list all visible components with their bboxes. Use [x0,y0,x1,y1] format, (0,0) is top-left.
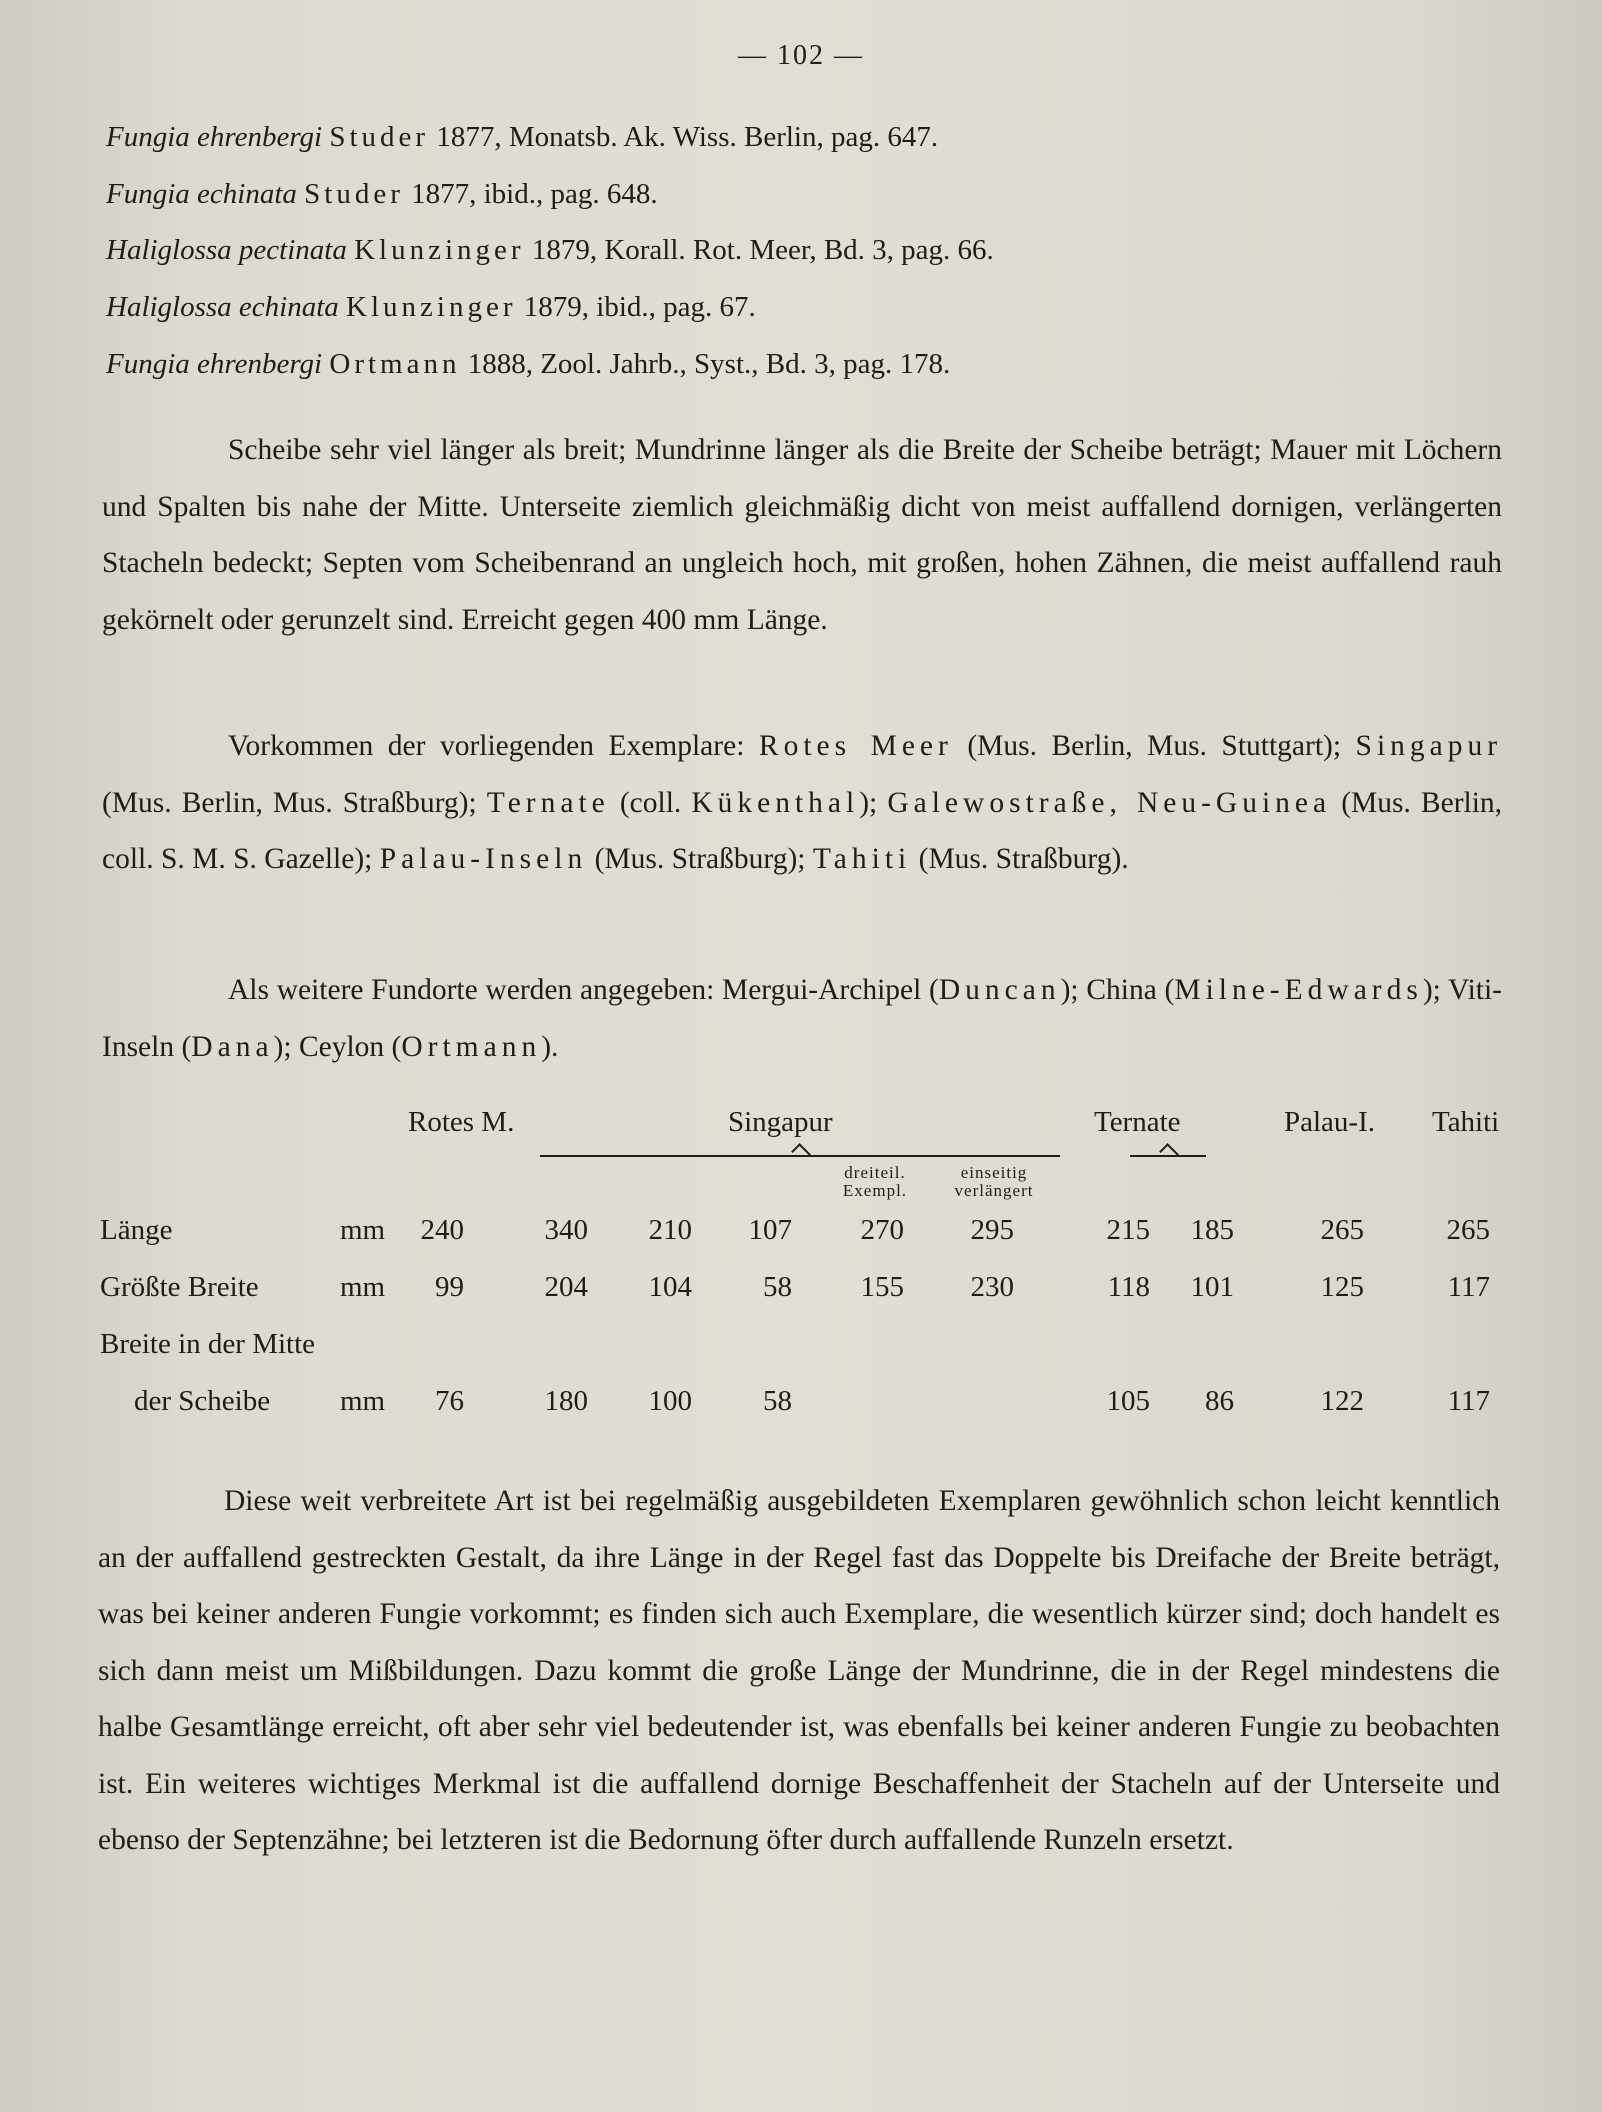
species-name: Fungia ehrenbergi [106,121,323,153]
citation: 1879, Korall. Rot. Meer, Bd. 3, pag. 66. [531,234,994,266]
value-cell: 105 [1106,1385,1150,1417]
value-cell: 180 [544,1385,588,1417]
synonym-line [106,121,938,154]
unit: mm [340,1385,386,1417]
locality-name: Rotes Meer [758,730,953,762]
row-label: der Scheibe [134,1385,271,1417]
citation: 1877, ibid., pag. 648. [411,178,658,210]
author-name: Milne-Edwards [1174,974,1423,1006]
localities-text: ); Ceylon ( [273,1030,402,1063]
author-name: Duncan [938,974,1061,1006]
citation: 1879, ibid., pag. 67. [523,291,756,323]
ternate-brace [1130,1155,1206,1169]
author-name: Klunzinger [346,291,517,323]
unit: mm [340,1214,386,1246]
column-group-header: Ternate [1094,1106,1181,1138]
localities-text: ); Viti-Inseln ( [102,974,1502,1063]
column-group-header: Rotes M. [408,1106,515,1138]
localities-text: ); China ( [1060,974,1175,1006]
value-cell: 265 [1320,1214,1364,1246]
discussion-text: Diese weit verbreitete Art ist bei regelmäßig ausgebildeten Exemplaren gewöhnlich schon leicht kenntlich an der auffallend gestreckten Gestalt, da ihre Länge in der Regel fast das Doppelte bis Dreifache der Breite beträgt, was bei keiner anderen Fungie vorkommt; es finden sich auch Exemplare, die wesentlich kürzer sind; doch handelt es sich dann meist um Mißbildungen. Dazu kommt die große Länge der Mundrinne, die in der Regel mindestens die halbe Gesamtlänge erreicht, oft aber sehr viel bedeutender ist, was ebenfalls bei keiner anderen Fungie zu beobachten ist. Ein weiteres wichtiges Merkmal ist die auffallend dornige Beschaffenheit der Stacheln auf der Unterseite und ebenso der Septenzähne; bei letzteren ist die Bedornung öfter durch auffallende Runzeln ersetzt. [98,1485,1500,1856]
locality-name: Palau-Inseln [379,843,588,875]
value-cell: 295 [970,1214,1014,1246]
locality-name: Ternate [486,786,610,819]
collection-text: (Mus. Berlin, Mus. Straßburg); [102,786,477,819]
value-cell: 99 [435,1271,464,1303]
species-name: Haliglossa echinata [106,291,339,323]
value-cell: 118 [1107,1271,1150,1303]
page-number: — 102 — [738,40,864,71]
synonym-line [106,178,658,211]
row-label: Länge [100,1214,173,1246]
collector-name: Kükenthal [691,786,860,819]
value-cell: 76 [435,1385,464,1417]
subheader-cell: dreiteil. Exempl. [842,1163,908,1200]
locality-name: Galewostraße, Neu-Guinea [887,786,1332,819]
value-cell: 86 [1205,1385,1234,1417]
localities-text: Als weitere Fundorte werden angegeben: Mergui-Archipel ( [228,974,939,1006]
description-text: Scheibe sehr viel länger als breit; Mundrinne länger als die Breite der Scheibe beträgt; Mauer mit Löchern und Spalten bis nahe der Mitte. Unterseite ziemlich gleichmäßig dicht von meist auffallend dornigen, verlängerten Stacheln bedeckt; Septen vom Scheibenrand an ungleich hoch, mit großen, hohen Zähnen, die meist auffallend rauh gekörnelt oder gerunzelt sind. Erreicht gegen 400 mm Länge. [102,434,1502,636]
collection-text: (Mus. Berlin, coll. S. M. S. Gazelle); [102,786,1503,875]
value-cell: 100 [648,1385,692,1417]
value-cell: 185 [1190,1214,1234,1246]
value-cell: 107 [748,1214,792,1246]
citation: 1888, Zool. Jahrb., Syst., Bd. 3, pag. 178. [467,348,951,380]
value-cell: 122 [1320,1385,1364,1417]
author-name: Studer [329,121,430,153]
column-group-header: Palau-I. [1284,1106,1375,1138]
value-cell: 117 [1447,1385,1490,1417]
value-cell: 265 [1446,1214,1490,1246]
locality-name: Tahiti [812,843,912,875]
collection-text: ); [859,786,878,819]
value-cell: 215 [1106,1214,1150,1246]
value-cell: 58 [763,1271,792,1303]
collection-text: (Mus. Berlin, Mus. Stuttgart); [967,730,1342,762]
species-name: Fungia ehrenbergi [106,348,323,380]
value-cell: 155 [860,1271,904,1303]
value-cell: 230 [970,1271,1014,1303]
localities-paragraph [102,962,1502,1075]
species-name: Fungia echinata [106,178,297,210]
value-cell: 101 [1190,1271,1234,1303]
occurrence-intro: Vorkommen der vorliegenden Exemplare: [228,730,745,762]
value-cell: 340 [544,1214,588,1246]
column-group-header: Singapur [728,1106,833,1138]
collection-text: (Mus. Straßburg). [918,843,1129,875]
author-name: Studer [304,178,404,210]
localities-text: ). [541,1030,559,1063]
value-cell: 125 [1320,1271,1364,1303]
value-cell: 240 [420,1214,464,1246]
description-paragraph [102,422,1502,648]
locality-name: Singapur [1355,730,1503,762]
value-cell: 104 [648,1271,692,1303]
value-cell: 204 [544,1271,588,1303]
value-cell: 210 [648,1214,692,1246]
collection-text: (Mus. Straßburg); [594,843,806,875]
row-label: Größte Breite [100,1271,259,1303]
value-cell: 58 [763,1385,792,1417]
value-cell: 270 [860,1214,904,1246]
citation: 1877, Monatsb. Ak. Wiss. Berlin, pag. 647. [436,121,939,153]
author-name: Klunzinger [354,234,525,266]
synonym-line [106,348,950,381]
species-name: Haliglossa pectinata [106,234,347,266]
value-cell: 117 [1447,1271,1490,1303]
author-name: Dana [191,1030,274,1063]
row-label: Breite in der Mitte [100,1328,316,1360]
synonym-line [106,234,994,267]
author-name: Ortmann [401,1030,542,1063]
author-name: Ortmann [329,348,461,380]
column-group-header: Tahiti [1432,1106,1500,1138]
occurrence-paragraph [102,718,1502,888]
subheader-cell: einseitig verlängert [954,1163,1034,1200]
collection-text: (coll. [619,786,682,819]
unit: mm [340,1271,386,1303]
synonym-line [106,291,756,324]
discussion-paragraph [98,1473,1500,1869]
